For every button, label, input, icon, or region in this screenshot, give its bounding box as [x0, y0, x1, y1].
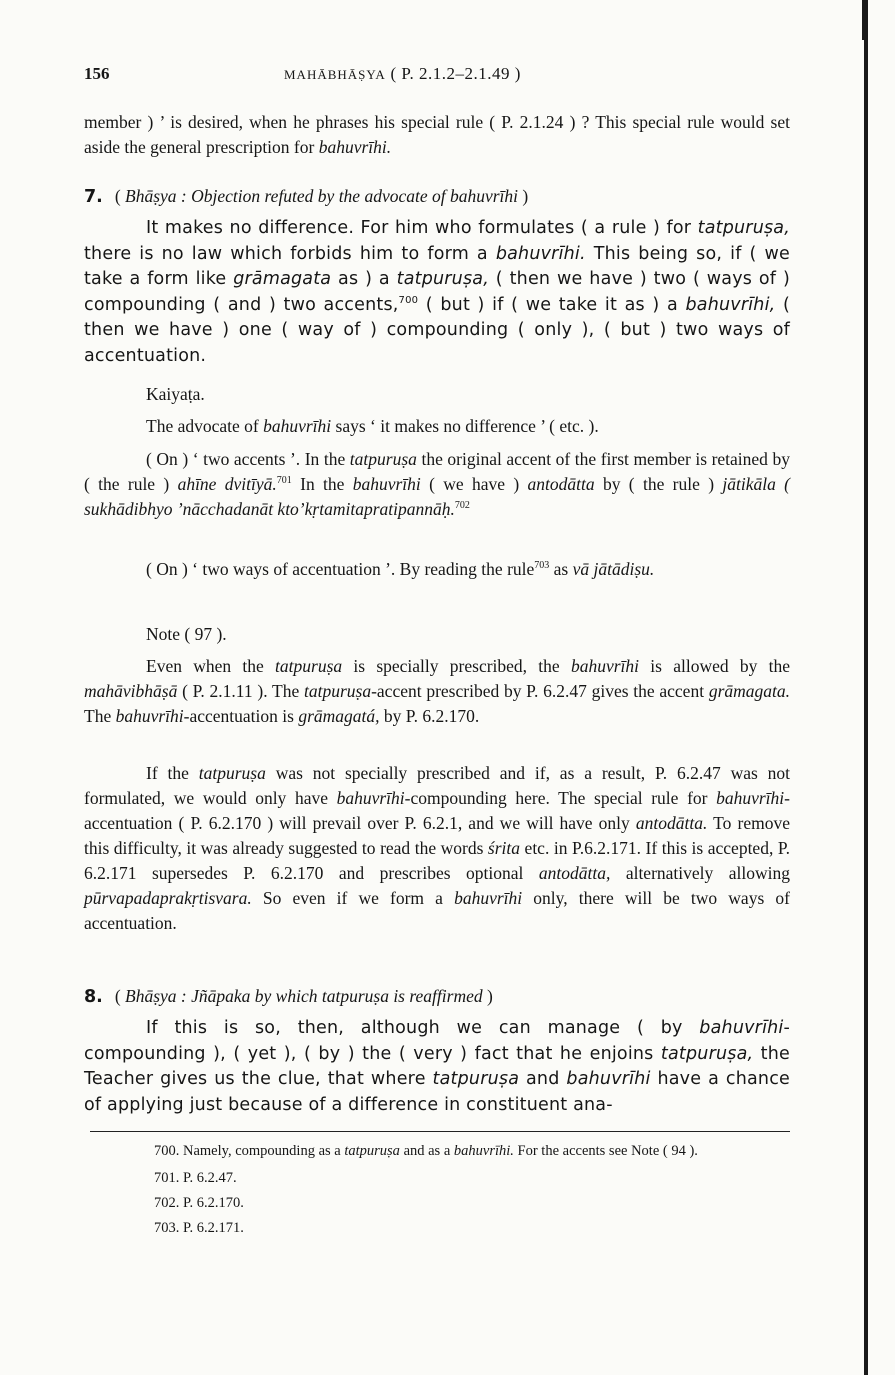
section-heading-7: 7. ( Bhāṣya : Objection refuted by the advocate of bahuvrīhi )	[84, 186, 529, 207]
kaiyata-paragraph-2: ( On ) ‘ two accents ’. In the tatpuruṣa the original accent of the first member is retained by ( the rule ) ahīne dvitīyā.$^{701}$ In the bahuvrīhi ( we have ) antodātta by ( the rule ) jātikāla ( sukhādibhyo ’nācchadanāt kto’kṛtamitapratipannāḥ.$^{702}$	[84, 449, 790, 519]
note-paragraph-1: Even when the tatpuruṣa is specially prescribed, the bahuvrīhi is allowed by the mahāvibhāṣā ( P. 2.1.11 ). The tatpuruṣa-accent prescribed by P. 6.2.47 gives the accent grāmagata. The bahuvrīhi-accentuation is grāmagatá, by P. 6.2.170.	[84, 656, 791, 726]
footnote-703: 703. P. 6.2.171.	[154, 1220, 244, 1236]
note-label: Note ( 97 ).	[146, 624, 227, 644]
scan-border-edge	[861, 0, 871, 1375]
paragraph-continuation: member ) ’ is desired, when he phrases his special rule ( P. 2.1.24 ) ? This special rule would set aside the general prescription for bahuvrīhi.	[84, 112, 790, 157]
footnote-divider	[90, 1131, 790, 1132]
section-heading-8: 8. ( Bhāṣya : Jñāpaka by which tatpuruṣa is reaffirmed )	[84, 986, 493, 1007]
running-title: MAHĀBHĀṢYA ( P. 2.1.2–2.1.49 )	[284, 64, 521, 83]
footnote-700: 700. Namely, compounding as a tatpuruṣa and as a bahuvrīhi. For the accents see Note ( 94 ).	[154, 1143, 698, 1159]
footnote-702: 702. P. 6.2.170.	[154, 1195, 244, 1211]
kaiyata-paragraph-1: The advocate of bahuvrīhi says ‘ it makes no difference ’ ( etc. ).	[146, 416, 599, 436]
page-header	[84, 64, 790, 90]
footnotes	[90, 1140, 790, 1240]
kaiyata-label: Kaiyaṭa.	[146, 384, 205, 404]
bhasya-text-8: If this is so, then, although we can manage ( by bahuvrīhi-compounding ), ( yet ), ( by ) the ( very ) fact that he enjoins tatpuruṣa, the Teacher gives us the clue, that where tatpuruṣa and bahuvrīhi have a chance of applying just because of a difference in constituent ana-	[84, 1018, 790, 1115]
page-number: 156	[84, 64, 110, 83]
note-paragraph-2: If the tatpuruṣa was not specially prescribed and if, as a result, P. 6.2.47 was not formulated, we would only have bahuvrīhi-compounding here. The special rule for bahuvrīhi-accentuation ( P. 6.2.170 ) will prevail over P. 6.2.1, and we will have only antodātta. To remove this difficulty, it was already suggested to read the words śrita etc. in P.6.2.171. If this is accepted, P. 6.2.171 supersedes P. 6.2.170 and prescribes optional antodātta, alternatively allowing pūrvapadaprakṛtisvara. So even if we form a bahuvrīhi only, there will be two ways of accentuation.	[84, 763, 791, 933]
kaiyata-paragraph-3: ( On ) ‘ two ways of accentuation ’. By reading the rule$^{703}$ as vā jātādiṣu.	[146, 559, 655, 579]
footnote-701: 701. P. 6.2.47.	[154, 1170, 237, 1186]
bhasya-text-7: It makes no difference. For him who formulates ( a rule ) for tatpuruṣa, there is no law which forbids him to form a bahuvrīhi. This being so, if ( we take a form like grāmagata as ) a tatpuruṣa, ( then we have ) two ( ways of ) compounding ( and ) two accents,$^{700}$ ( but ) if ( we take it as ) a bahuvrīhi, ( then we have ) one ( way of ) compounding ( only ), ( but ) two ways of accentuation.	[84, 218, 791, 366]
